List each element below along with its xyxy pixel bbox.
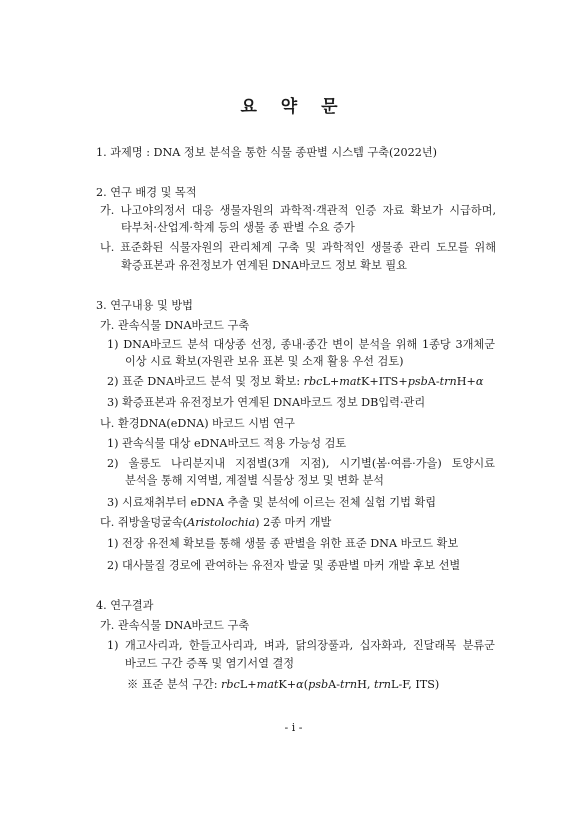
s3-na2-line2: 분석을 통해 지역별, 계절별 식물상 정보 및 변화 분석 — [125, 474, 384, 487]
gene-sep: L+ — [239, 678, 257, 691]
section-4-heading: 4. 연구결과 — [96, 599, 154, 612]
s2-na-line2: 확증표본과 유전정보가 연계된 DNA바코드 정보 확보 필요 — [121, 259, 407, 272]
section-3-heading: 3. 연구내용 및 방법 — [96, 299, 193, 312]
gene-alpha: α — [475, 375, 484, 388]
s3-na1-line: 1) 관속식물 대상 eDNA바코드 적용 가능성 검토 — [107, 437, 347, 450]
s3-ga1-line1: 1) DNA바코드 분석 대상종 선정, 종내·종간 변이 분석을 위해 1종당 3개체군 — [107, 338, 495, 351]
gene-alpha: α — [296, 678, 304, 691]
gene-sep: H, — [357, 678, 374, 691]
project-name-line: 1. 과제명 : DNA 정보 분석을 통한 식물 종판별 시스템 구축(2022년) — [96, 146, 437, 159]
note-text: ※ 표준 분석 구간: — [127, 678, 222, 691]
gene-sep: ( — [303, 678, 309, 691]
s3-ga2-line — [107, 374, 483, 389]
s3-na2-line1: 2) 울릉도 나리분지내 지점별(3개 지점), 시기별(봄·여름·가을) 토양시료 — [107, 457, 495, 470]
s2-ga-line1: 가. 나고야의정서 대응 생물자원의 과학적·객관적 인증 자료 확보가 시급하며, — [100, 204, 496, 217]
s3-ga3-line: 3) 확증표본과 유전정보가 연계된 DNA바코드 정보 DB입력·관리 — [107, 396, 426, 409]
s3-ga2-text: 2) 표준 DNA바코드 분석 및 정보 확보: — [107, 375, 304, 388]
gene-sep: L-F, ITS) — [391, 678, 440, 691]
s3-ga-heading: 가. 관속식물 DNA바코드 구축 — [100, 319, 250, 332]
s4-note-line — [127, 677, 439, 692]
s2-na-line1: 나. 표준화된 식물자원의 관리체계 구축 및 과학적인 생물종 관리 도모를 위해 — [100, 241, 496, 254]
s3-ga1-line2: 이상 시료 확보(자원관 보유 표본 및 소재 활용 우선 검토) — [125, 355, 404, 368]
gene-psb: psb — [407, 375, 428, 388]
gene-mat: mat — [256, 678, 279, 691]
gene-sep: K+ITS+ — [361, 375, 408, 388]
page-title: 요 약 문 — [240, 97, 347, 117]
gene-rbc: rbc — [221, 678, 240, 691]
s3-da-text: ) 2종 마커 개발 — [255, 516, 332, 529]
gene-rbc: rbc — [303, 375, 323, 388]
section-2-heading: 2. 연구 배경 및 목적 — [96, 186, 197, 199]
gene-psb: psb — [308, 678, 329, 691]
s4-ga1-line1: 1) 개고사리과, 한들고사리과, 벼과, 닭의장풀과, 십자화과, 진달래목 분류군 — [107, 639, 495, 652]
gene-sep: A- — [427, 375, 440, 388]
s3-na3-line: 3) 시료채취부터 eDNA 추출 및 분석에 이르는 전체 실험 기법 확립 — [107, 496, 437, 509]
gene-sep: L+ — [322, 375, 340, 388]
s3-da-text: 다. 쥐방울덩굴속( — [100, 516, 188, 529]
gene-trn: trn — [373, 678, 392, 691]
gene-trn: trn — [439, 375, 457, 388]
s2-ga-line2: 타부처·산업계·학계 등의 생물 종 판별 수요 증가 — [121, 221, 355, 234]
s3-da1-line: 1) 전장 유전체 확보를 통해 생물 종 판별을 위한 표준 DNA 바코드 확보 — [107, 537, 459, 550]
gene-sep: K+ — [278, 678, 297, 691]
s3-da2-line: 2) 대사물질 경로에 관여하는 유전자 발굴 및 종판별 마커 개발 후보 선별 — [107, 559, 461, 572]
gene-trn: trn — [340, 678, 358, 691]
page-number: - i - — [284, 721, 303, 734]
genus-aristolochia: Aristolochia — [187, 516, 256, 529]
gene-sep: A- — [328, 678, 341, 691]
gene-mat: mat — [339, 375, 362, 388]
s4-ga-heading: 가. 관속식물 DNA바코드 구축 — [100, 619, 250, 632]
gene-sep: H+ — [456, 375, 476, 388]
s3-na-heading: 나. 환경DNA(eDNA) 바코드 시범 연구 — [100, 417, 295, 430]
s4-ga1-line2: 바코드 구간 증폭 및 염기서열 결정 — [125, 657, 295, 670]
s3-da-heading — [100, 515, 331, 530]
